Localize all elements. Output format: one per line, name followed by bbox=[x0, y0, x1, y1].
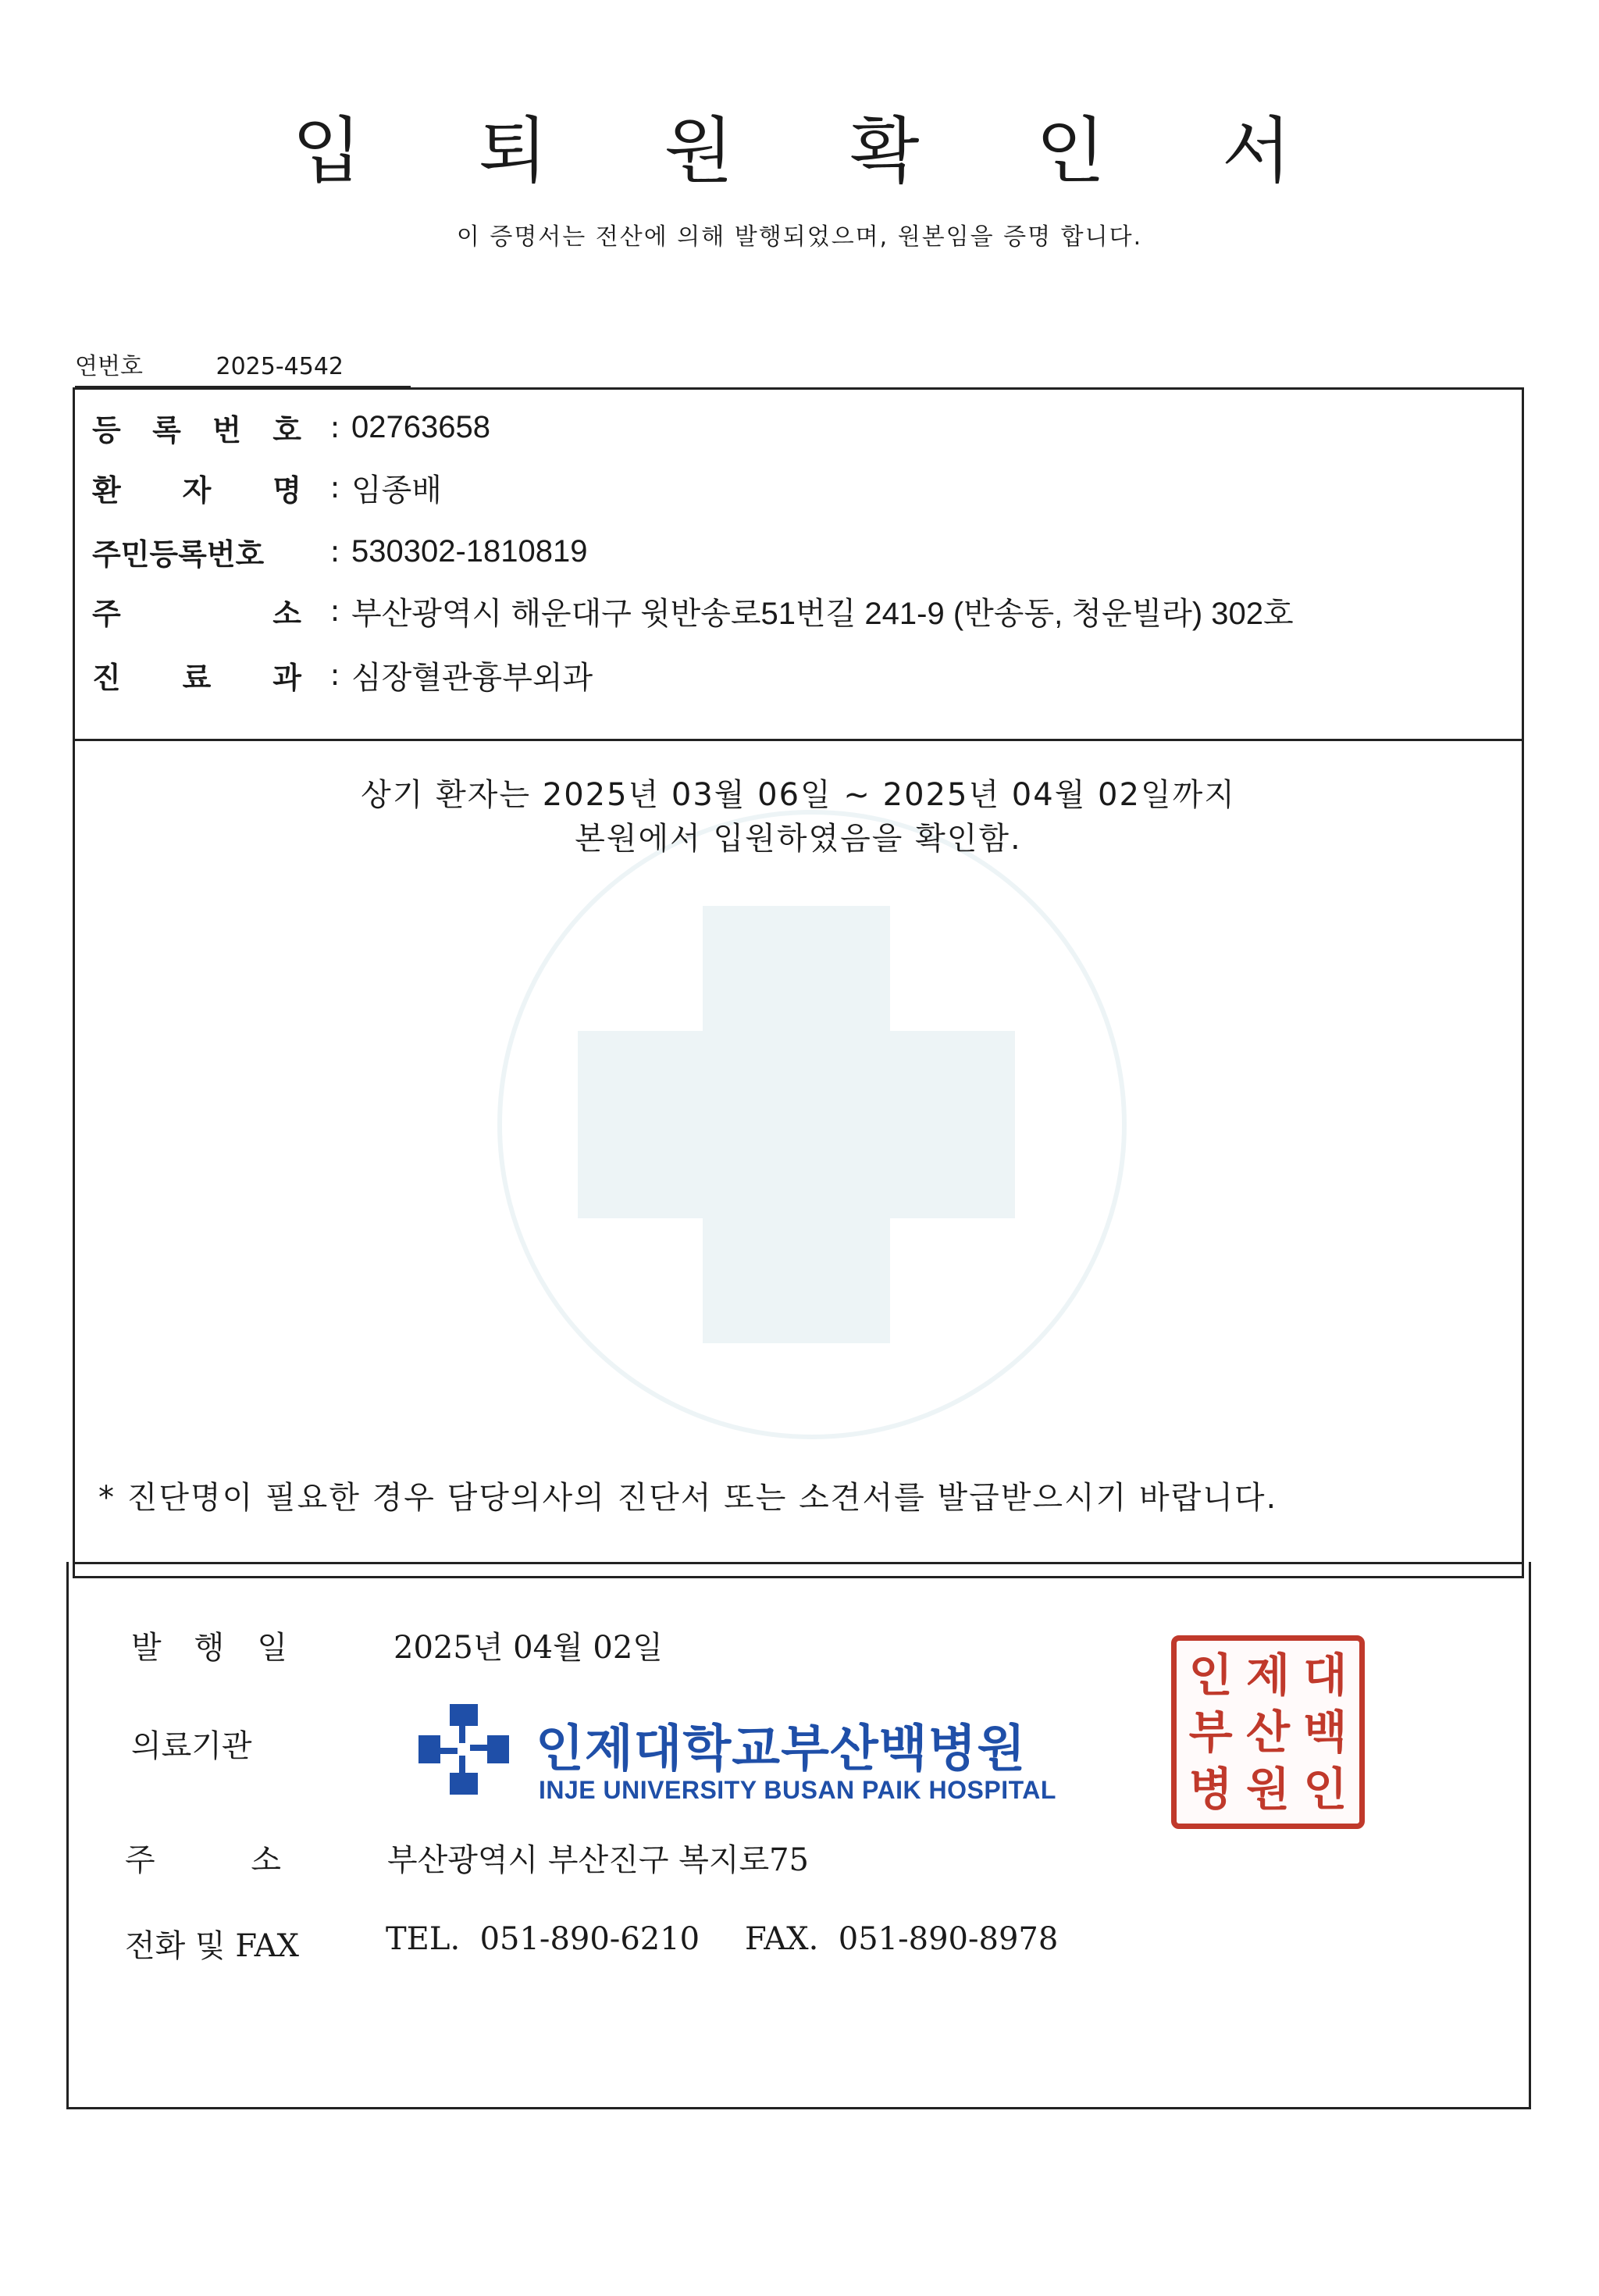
patient-name: 임종배 bbox=[351, 472, 442, 508]
hospital-name-english: INJE UNIVERSITY BUSAN PAIK HOSPITAL bbox=[539, 1776, 1056, 1804]
watermark-cross-icon bbox=[375, 804, 1249, 1445]
document-title: 입 퇴 원 확 인 서 bbox=[292, 109, 1338, 193]
hospital-cross-logo-icon bbox=[415, 1701, 512, 1798]
patient-address: 부산광역시 해운대구 윗반송로51번길 241-9 (반송동, 청운빌라) 302호 bbox=[351, 596, 1294, 631]
admission-statement bbox=[73, 773, 1524, 861]
info-label: 주 소 bbox=[92, 596, 301, 631]
telephone-number: TEL. 051-890-6210 bbox=[386, 1921, 700, 1957]
issue-date-value: 2025년 04월 02일 bbox=[394, 1630, 663, 1666]
info-label: 환 자 명 bbox=[92, 472, 301, 508]
info-row-registration bbox=[92, 404, 490, 451]
statement-line-1: 상기 환자는 2025년 03월 06일 ~ 2025년 04월 02일까지 bbox=[361, 777, 1236, 813]
resident-number: 530302-1810819 bbox=[351, 533, 588, 569]
info-colon: : bbox=[329, 470, 340, 504]
hospital-name-korean: 인제대학교부산백병원 bbox=[536, 1720, 1027, 1778]
registration-number: 02763658 bbox=[351, 409, 490, 444]
divider-info bbox=[73, 739, 1524, 741]
info-colon: : bbox=[329, 534, 340, 569]
institution-label: 의료기관 bbox=[131, 1728, 252, 1764]
info-label: 주민등록번호 bbox=[92, 537, 265, 572]
info-row-department bbox=[92, 651, 593, 698]
info-colon: : bbox=[329, 658, 340, 692]
footer-border-left bbox=[66, 1562, 69, 2109]
info-colon: : bbox=[329, 410, 340, 444]
diagnosis-note: * 진단명이 필요한 경우 담당의사의 진단서 또는 소견서를 발급받으시기 바랍니다. bbox=[98, 1480, 1278, 1516]
contact-label: 전화 및 FAX bbox=[125, 1928, 299, 1964]
info-label: 등 록 번 호 bbox=[92, 412, 301, 447]
fax-number: FAX. 051-890-8978 bbox=[745, 1921, 1059, 1957]
serial-value: 2025-4542 bbox=[215, 353, 344, 380]
info-row-name bbox=[92, 464, 442, 511]
serial-label: 연번호 bbox=[75, 353, 143, 380]
info-label: 진 료 과 bbox=[92, 660, 301, 695]
divider-footer bbox=[73, 1562, 1524, 1564]
info-row-resident-number bbox=[92, 528, 588, 575]
serial-number bbox=[75, 347, 411, 387]
footer-border-right bbox=[1529, 1562, 1531, 2109]
info-row-address bbox=[92, 587, 1294, 634]
statement-line-2: 본원에서 입원하였음을 확인함. bbox=[575, 821, 1022, 857]
document-subtitle: 이 증명서는 전산에 의해 발행되었으며, 원본임을 증명 합니다. bbox=[456, 223, 1143, 251]
hospital-address-label: 주 소 bbox=[125, 1842, 281, 1878]
footer-border-bottom bbox=[66, 2107, 1531, 2109]
department: 심장혈관흉부외과 bbox=[351, 660, 593, 695]
issue-date-label: 발 행 일 bbox=[131, 1630, 287, 1666]
official-seal-icon: 인 제 대 부 산 백 병 원 인 bbox=[1171, 1635, 1365, 1829]
info-colon: : bbox=[329, 594, 340, 628]
hospital-address-value: 부산광역시 부산진구 복지로75 bbox=[387, 1842, 810, 1878]
